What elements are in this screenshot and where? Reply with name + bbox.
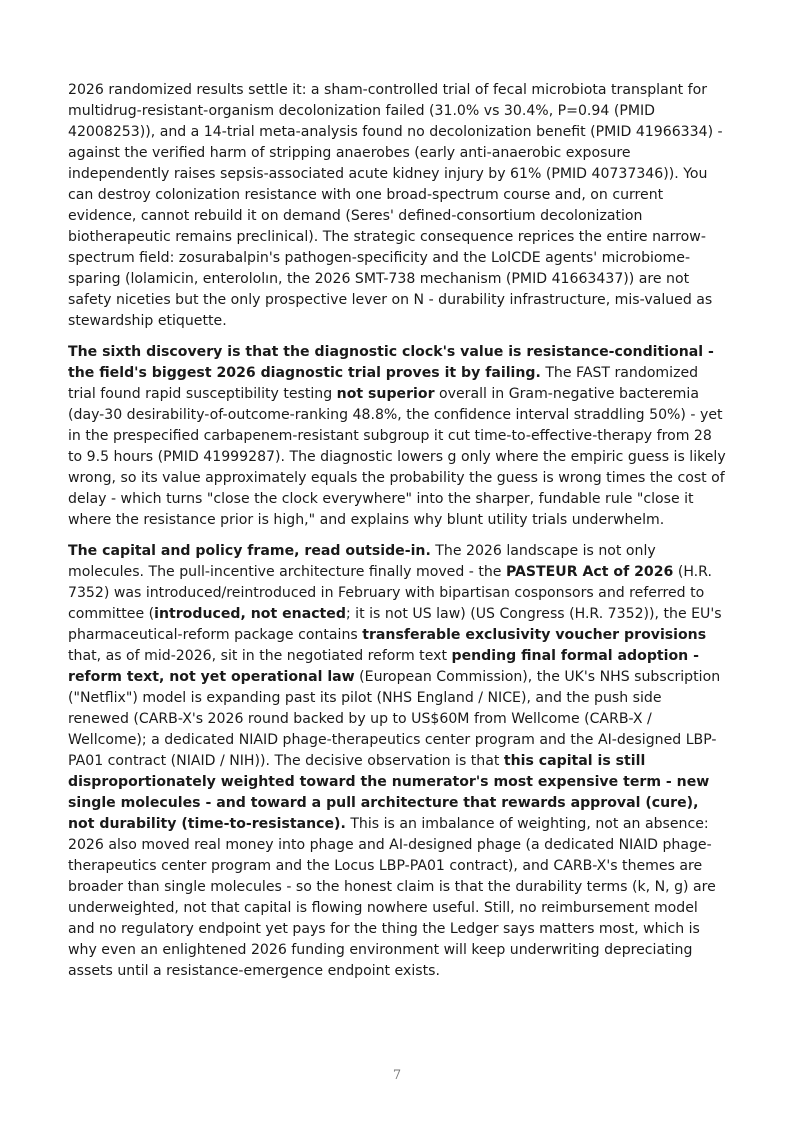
bold-phrase: not superior [336, 386, 435, 402]
bold-phrase: pending final formal adoption - reform text, not yet operational law [68, 648, 699, 685]
paragraph-text: overall in Gram-negative bacteremia (day-30 desirability-of-outcome-ranking 48.8%, the confidence interval straddling 50%) - yet in the prespecified carbapenem-resistant subgroup it cut time-to-effective-therapy from 28 to 9.5 hours (PMID 41999287). The diagnostic lowers g only where the empiric guess is likely wrong, so its value approximately equals the probability the guess is wrong times the cost of delay - which turns "close the clock everywhere" into the sharper, fundable rule "close it where the resistance prior is high," and explains why blunt utility trials underwhelm. [68, 386, 726, 528]
bold-lead-sentence: The sixth discovery is that the diagnostic clock's value is resistance-conditional - the field's biggest 2026 diagnostic trial proves it by failing. [68, 344, 714, 381]
paragraph-text: that, as of mid-2026, sit in the negotiated reform text [68, 648, 452, 664]
paragraph-diagnostic-clock [68, 342, 726, 531]
bold-phrase: PASTEUR Act of 2026 [505, 564, 674, 580]
paragraph-capital-policy [68, 541, 726, 982]
paragraph-text: ; it is not US law) (US Congress (H.R. 7352)), the EU's pharmaceutical-reform package contains [68, 606, 722, 643]
bold-phrase: transferable exclusivity voucher provisions [362, 627, 707, 643]
paragraph-text: (H.R. 7352) was introduced/reintroduced in February with bipartisan cosponsors and referred to committee ( [68, 564, 712, 622]
paragraph-colonization-resistance [68, 80, 726, 332]
bold-phrase: this capital is still disproportionately weighted toward the numerator's most expensive term - new single molecules - and toward a pull architecture that rewards approval (cure), not durability (time-to-resistance). [68, 753, 710, 832]
paragraph-text: The FAST randomized trial found rapid susceptibility testing [68, 365, 699, 402]
bold-lead-sentence: The capital and policy frame, read outside-in. [68, 543, 431, 559]
paragraph-text: The 2026 landscape is not only molecules. The pull-incentive architecture finally moved - the [68, 543, 656, 580]
paragraph-text: This is an imbalance of weighting, not an absence: 2026 also moved real money into phage and AI-designed phage (a dedicated NIAID phage-therapeutics center program and the Locus LBP-PA01 contract), and CARB-X's themes are broader than single molecules - so the honest claim is that the durability terms (k, N, g) are underweighted, not that capital is flowing nowhere useful. Still, no reimbursement model and no regulatory endpoint yet pays for the thing the Ledger says matters most, which is why even an enlightened 2026 funding environment will keep underwriting depreciating assets until a resistance-emergence endpoint exists. [68, 816, 716, 979]
paragraph-text: 2026 randomized results settle it: a sham-controlled trial of fecal microbiota transplant for multidrug-resistant-organism decolonization failed (31.0% vs 30.4%, P=0.94 (PMID 42008253)), and a 14-trial meta-analysis found no decolonization benefit (PMID 41966334) - against the verified harm of stripping anaerobes (early anti-anaerobic exposure independently raises sepsis-associated acute kidney injury by 61% (PMID 40737346)). You can destroy colonization resistance with one broad-spectrum course and, on current evidence, cannot rebuild it on demand (Seres' defined-consortium decolonization biotherapeutic remains preclinical). The strategic consequence reprices the entire narrow-spectrum field: zosurabalpin's pathogen-specificity and the LolCDE agents' microbiome-sparing (lolamicin, enterololın, the 2026 SMT-738 mechanism (PMID 41663437)) are not safety niceties but the only prospective lever on N - durability infrastructure, mis-valued as stewardship etiquette. [68, 82, 723, 329]
bold-phrase: introduced, not enacted [154, 606, 346, 622]
paragraph-text: (European Commission), the UK's NHS subscription ("Netflix") model is expanding past its pilot (NHS England / NICE), and the push side renewed (CARB-X's 2026 round backed by up to US$60M from Wellcome (CARB-X / Wellcome); a dedicated NIAID phage-therapeutics center program and the AI-designed LBP-PA01 contract (NIAID / NIH)). The decisive observation is that [68, 669, 721, 769]
page-number: 7 [392, 1068, 402, 1083]
document-body [68, 80, 726, 992]
